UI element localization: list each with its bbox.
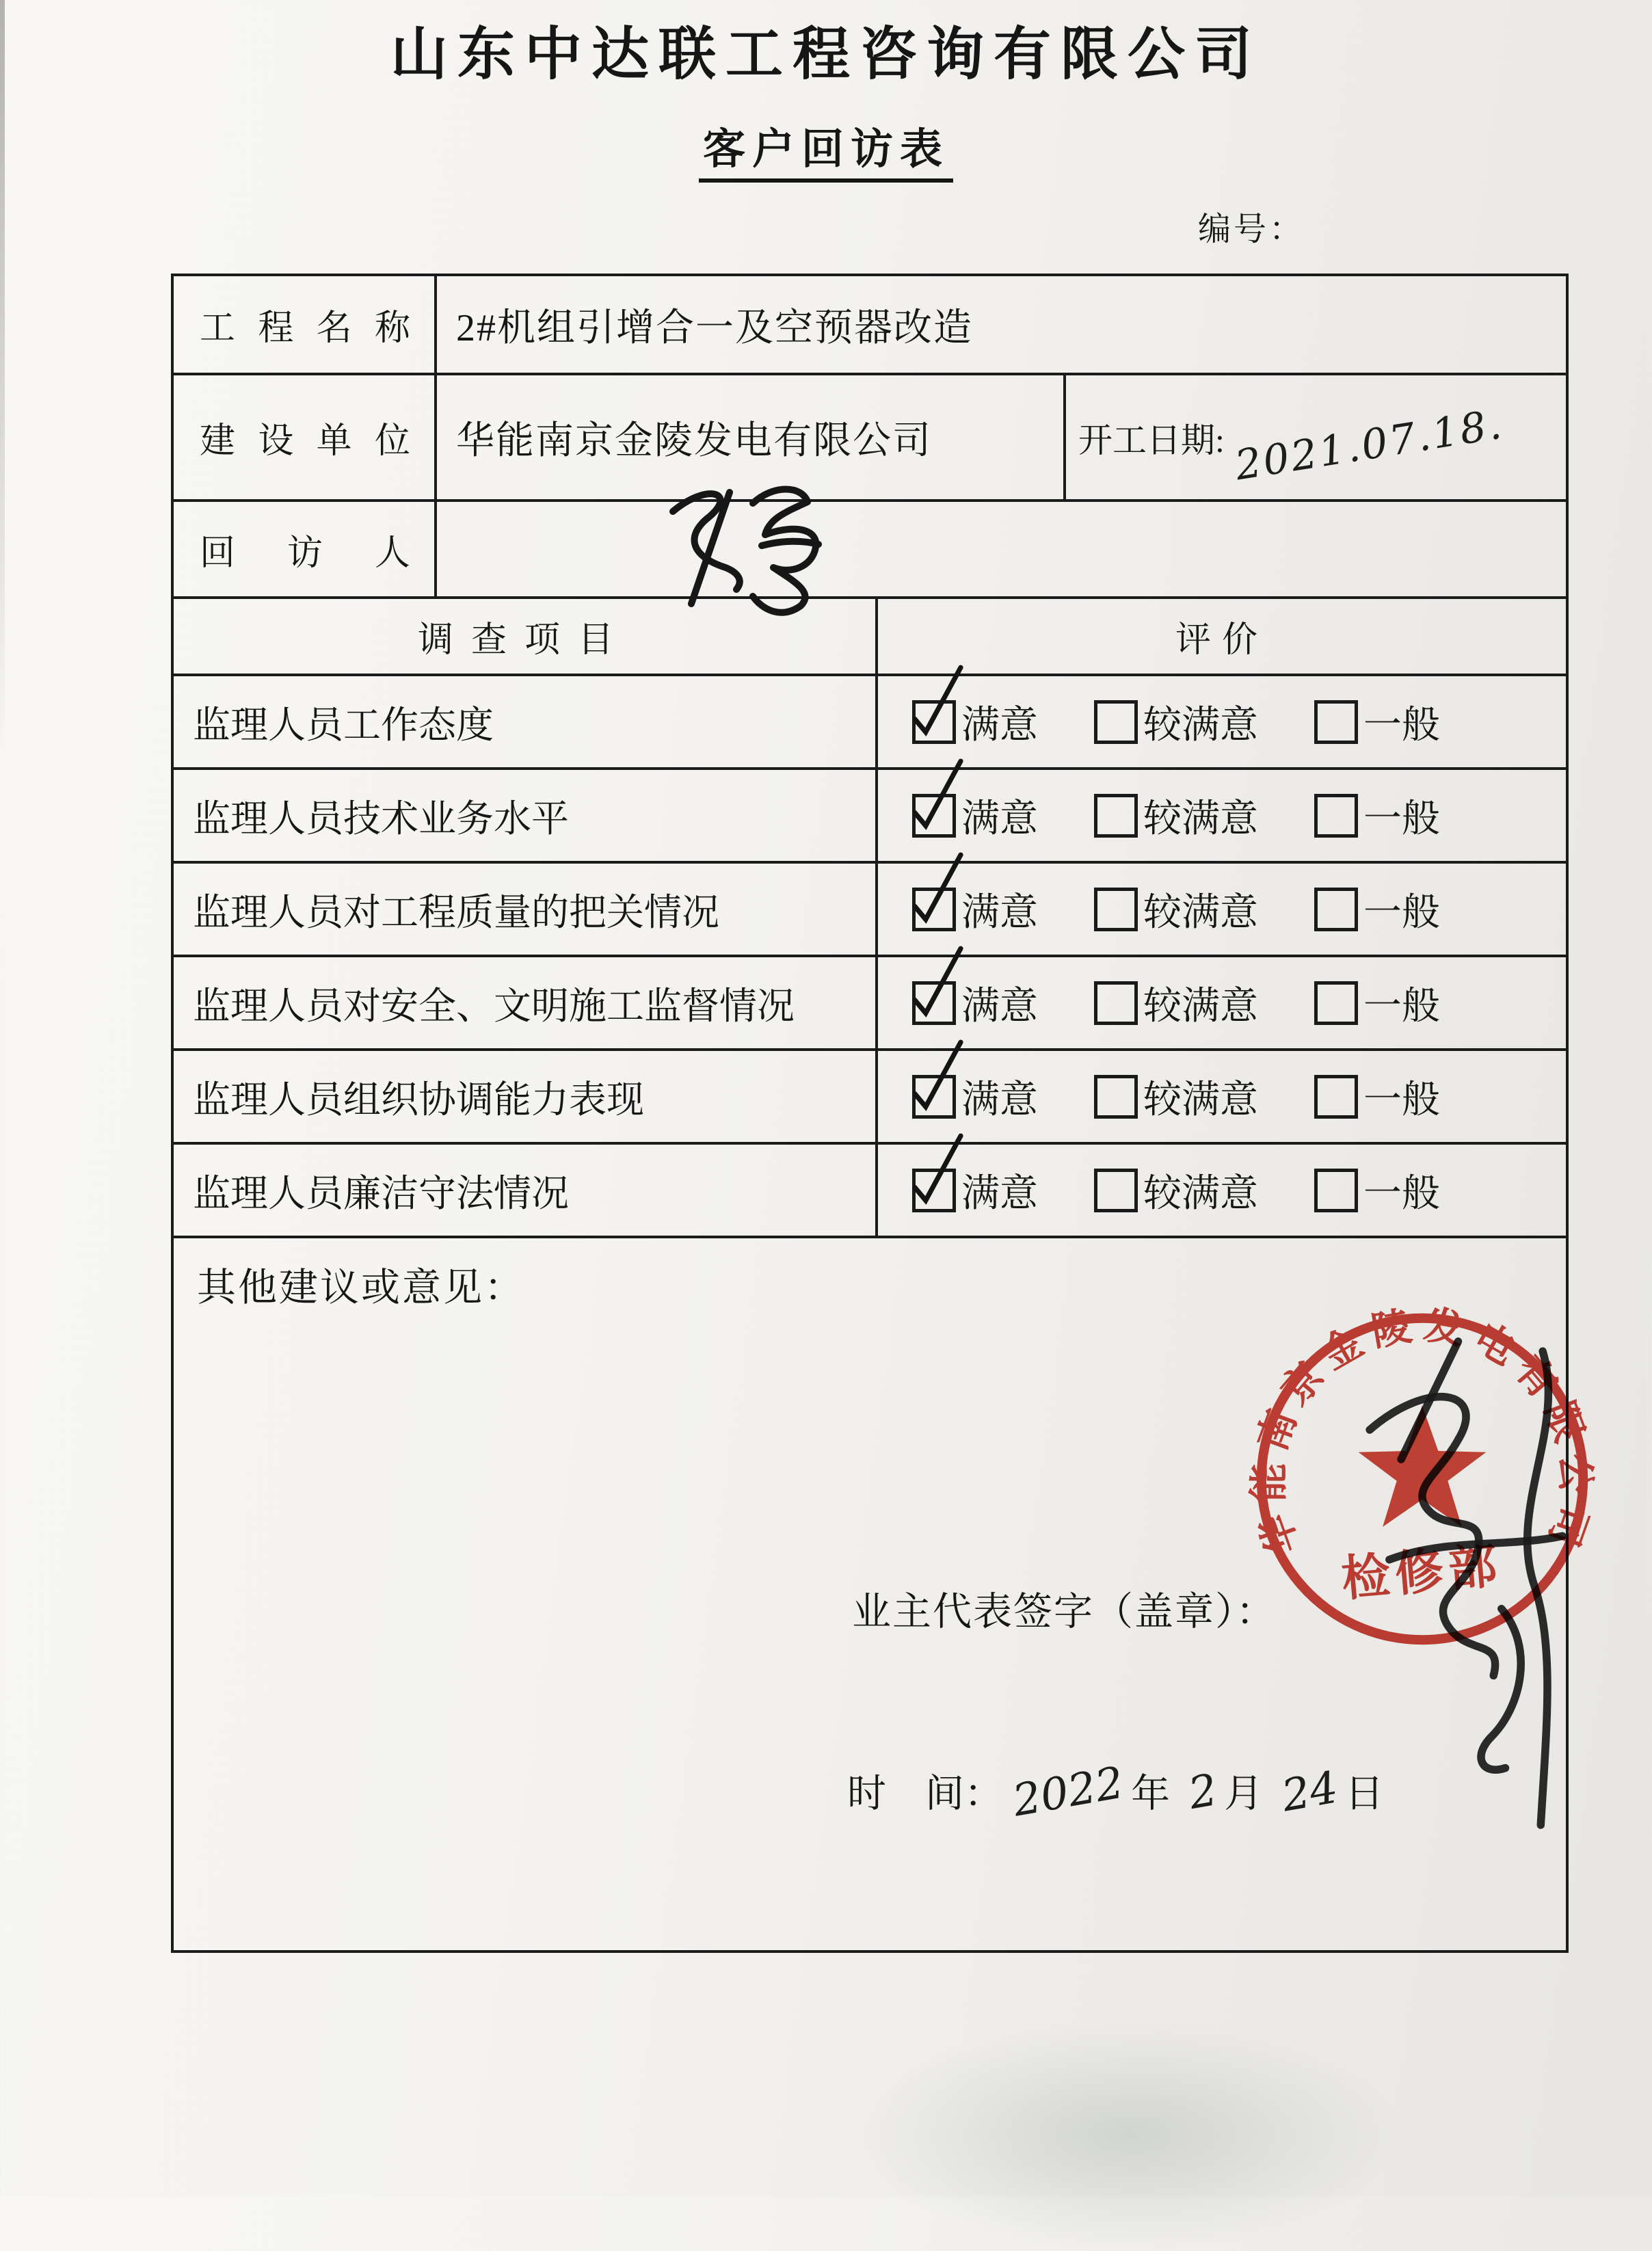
option-label: 一般 — [1363, 797, 1440, 840]
option-label: 一般 — [1363, 891, 1440, 934]
empty-checkbox-icon — [1314, 700, 1358, 744]
builder-label-cell — [172, 374, 436, 501]
average-checkbox — [1314, 882, 1440, 937]
owner-signature-label: 业主代表签字（盖章）： — [852, 1590, 1277, 1634]
option-label: 满意 — [961, 704, 1038, 747]
serial-number-label: 编号： — [1198, 211, 1305, 248]
option-label: 满意 — [961, 891, 1038, 934]
survey-item-label: 监理人员工作态度 — [172, 675, 877, 769]
option-label: 较满意 — [1143, 797, 1258, 840]
option-label: 一般 — [1363, 1172, 1440, 1215]
option-label: 一般 — [1363, 704, 1440, 747]
survey-item-label: 监理人员对工程质量的把关情况 — [172, 862, 877, 956]
checked-checkbox-icon — [912, 888, 956, 931]
satisfied-checkbox — [912, 1069, 1038, 1124]
survey-rating-header: 评价 — [877, 598, 1567, 675]
survey-item-label: 监理人员廉洁守法情况 — [172, 1143, 877, 1237]
survey-item-label: 监理人员技术业务水平 — [172, 769, 877, 862]
fairly-satisfied-checkbox — [1094, 788, 1258, 843]
row-project-name — [172, 275, 1567, 374]
checked-checkbox-icon — [912, 981, 956, 1025]
option-label: 一般 — [1363, 985, 1440, 1028]
satisfied-checkbox — [912, 976, 1038, 1030]
row-survey-header — [172, 598, 1567, 675]
start-date-handwritten-value: 2021.07.18. — [1231, 399, 1507, 490]
checked-checkbox-icon — [912, 700, 956, 744]
scan-edge-shadow — [0, 0, 5, 752]
form-title — [0, 115, 1652, 176]
start-date-cell — [1065, 374, 1567, 501]
option-label: 满意 — [961, 1172, 1038, 1215]
satisfied-checkbox — [912, 695, 1038, 749]
average-checkbox — [1314, 1069, 1440, 1124]
fairly-satisfied-checkbox — [1094, 976, 1258, 1030]
fairly-satisfied-checkbox — [1094, 1163, 1258, 1218]
comments-cell — [172, 1237, 1598, 1952]
row-builder — [172, 374, 1567, 501]
stamp-ring-text: 华能南京金陵发电有限公司 — [1247, 1302, 1598, 1561]
fairly-satisfied-checkbox — [1094, 1069, 1258, 1124]
time-line — [847, 1757, 1394, 1827]
satisfied-checkbox — [912, 788, 1038, 843]
day-suffix: 日 — [1344, 1772, 1384, 1815]
survey-rating-cell — [877, 675, 1567, 769]
project-name-label-cell — [172, 275, 436, 374]
survey-item-label: 监理人员对安全、文明施工监督情况 — [172, 956, 877, 1050]
option-label: 较满意 — [1143, 891, 1258, 934]
year-suffix: 年 — [1131, 1772, 1171, 1815]
project-name-label: 工程名称 — [200, 309, 410, 348]
option-label: 较满意 — [1143, 1172, 1258, 1215]
option-label: 满意 — [961, 797, 1038, 840]
start-date-label: 开工日期: — [1078, 421, 1225, 459]
empty-checkbox-icon — [1094, 981, 1138, 1025]
builder-label: 建设单位 — [200, 422, 410, 461]
visitor-label: 回访人 — [200, 533, 410, 573]
empty-checkbox-icon — [1094, 888, 1138, 931]
average-checkbox — [1314, 788, 1440, 843]
feedback-table — [171, 274, 1598, 1953]
survey-row — [172, 1050, 1567, 1143]
option-label: 一般 — [1363, 1078, 1440, 1121]
survey-rating-cell — [877, 1143, 1567, 1237]
project-name-value: 2#机组引增合一及空预器改造 — [436, 275, 1567, 374]
date-day-handwritten: 24 — [1278, 1762, 1342, 1822]
time-label: 时 间： — [847, 1772, 1003, 1815]
comments-label: 其他建议或意见： — [197, 1266, 525, 1309]
survey-row — [172, 769, 1567, 862]
survey-row — [172, 675, 1567, 769]
survey-rating-cell — [877, 956, 1567, 1050]
stamp-department-text: 检修部 — [1339, 1539, 1504, 1607]
checked-checkbox-icon — [912, 1075, 956, 1119]
date-month-handwritten: 2 — [1185, 1765, 1222, 1820]
average-checkbox — [1314, 1163, 1440, 1218]
checked-checkbox-icon — [912, 794, 956, 838]
survey-rating-cell — [877, 1050, 1567, 1143]
empty-checkbox-icon — [1314, 1169, 1358, 1212]
survey-item-label: 监理人员组织协调能力表现 — [172, 1050, 877, 1143]
visitor-label-cell — [172, 501, 436, 598]
checked-checkbox-icon — [912, 1169, 956, 1212]
form-title-text: 客户回访表 — [699, 126, 953, 183]
option-label: 较满意 — [1143, 1078, 1258, 1121]
company-title: 山东中达联工程咨询有限公司 — [390, 22, 1262, 86]
average-checkbox — [1314, 695, 1440, 749]
empty-checkbox-icon — [1094, 1169, 1138, 1212]
empty-checkbox-icon — [1094, 700, 1138, 744]
survey-item-header: 调查项目 — [172, 598, 877, 675]
survey-row — [172, 956, 1567, 1050]
survey-row — [172, 862, 1567, 956]
empty-checkbox-icon — [1094, 1075, 1138, 1119]
paper-smudge — [855, 2019, 1402, 2251]
row-visitor — [172, 501, 1567, 598]
option-label: 满意 — [961, 1078, 1038, 1121]
empty-checkbox-icon — [1094, 794, 1138, 838]
builder-value: 华能南京金陵发电有限公司 — [436, 374, 1065, 501]
month-suffix: 月 — [1224, 1772, 1264, 1815]
survey-rating-cell — [877, 769, 1567, 862]
row-comments — [172, 1237, 1567, 1952]
option-label: 较满意 — [1143, 704, 1258, 747]
satisfied-checkbox — [912, 1163, 1038, 1218]
empty-checkbox-icon — [1314, 794, 1358, 838]
option-label: 较满意 — [1143, 985, 1258, 1028]
empty-checkbox-icon — [1314, 981, 1358, 1025]
date-year-handwritten: 2022 — [1009, 1757, 1128, 1827]
survey-rating-cell — [877, 862, 1567, 956]
survey-row — [172, 1143, 1567, 1237]
empty-checkbox-icon — [1314, 1075, 1358, 1119]
option-label: 满意 — [961, 985, 1038, 1028]
average-checkbox — [1314, 976, 1440, 1030]
visitor-signature — [635, 464, 861, 635]
visitor-signature-cell — [436, 501, 1567, 598]
fairly-satisfied-checkbox — [1094, 882, 1258, 937]
satisfied-checkbox — [912, 882, 1038, 937]
fairly-satisfied-checkbox — [1094, 695, 1258, 749]
empty-checkbox-icon — [1314, 888, 1358, 931]
